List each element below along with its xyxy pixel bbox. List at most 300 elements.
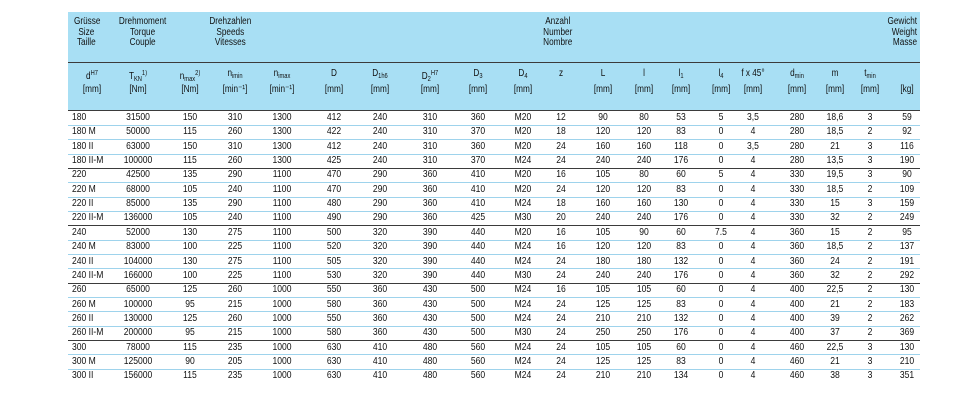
table-cell: 390: [422, 226, 438, 238]
table-cell: 125: [182, 284, 198, 296]
table-cell: 0: [718, 327, 724, 339]
table-cell: M24: [514, 284, 532, 296]
table-cell: 330: [789, 198, 805, 210]
table-cell: 1000: [272, 327, 292, 339]
table-cell: 180: [636, 255, 652, 267]
table-cell: 18,6: [826, 112, 844, 123]
table-cell: 31500: [126, 112, 150, 123]
table-cell: 0: [718, 198, 724, 210]
table-cell: 90: [639, 226, 649, 238]
table-cell: M20: [514, 140, 532, 152]
table-cell: 80: [639, 112, 649, 123]
column-symbol: $d^{H7}$: [86, 70, 98, 82]
table-cell: 240: [595, 212, 611, 224]
spec-table: [68, 12, 920, 410]
table-cell: 360: [789, 241, 805, 253]
table-cell: 4: [750, 370, 756, 382]
table-cell: 60: [676, 226, 686, 238]
table-cell: 0: [718, 212, 724, 224]
table-cell: 550: [326, 284, 342, 296]
table-cell: 18,5: [826, 241, 844, 253]
table-cell: 16: [556, 226, 566, 238]
table-cell: 351: [899, 370, 915, 382]
column-unit: [mm]: [743, 84, 763, 95]
table-cell: 100: [182, 241, 198, 253]
table-cell: 22,5: [826, 284, 844, 296]
table-cell: 220 M: [72, 183, 96, 195]
table-cell: 330: [789, 183, 805, 195]
table-cell: 2: [867, 255, 873, 267]
table-cell: 480: [422, 341, 438, 353]
table-cell: 210: [636, 370, 652, 382]
column-unit: [mm]: [712, 84, 731, 95]
table-cell: 24: [556, 255, 566, 267]
table-cell: 1100: [272, 241, 292, 253]
table-cell: 290: [372, 212, 388, 224]
header-band-top: [68, 12, 920, 62]
table-cell: 160: [595, 198, 611, 210]
table-cell: 83: [676, 355, 686, 367]
table-cell: 83000: [126, 241, 150, 253]
table-cell: 37: [830, 327, 840, 339]
table-cell: 410: [372, 355, 388, 367]
table-cell: 59: [902, 112, 912, 123]
table-cell: 105: [636, 284, 652, 296]
table-cell: 5: [718, 112, 724, 123]
column-unit: [kg]: [900, 84, 914, 95]
table-cell: 1100: [272, 212, 292, 224]
table-cell: 500: [326, 226, 342, 238]
table-cell: 92: [902, 126, 912, 138]
header-size: Grüsse Size Taille: [74, 16, 101, 48]
table-cell: 68000: [126, 183, 150, 195]
table-cell: 240: [372, 126, 388, 138]
table-cell: 390: [422, 269, 438, 281]
table-cell: 180 II: [72, 140, 94, 152]
table-row: [68, 183, 920, 197]
table-cell: 290: [227, 198, 243, 210]
table-cell: 440: [470, 269, 486, 281]
table-cell: 200000: [123, 327, 153, 339]
table-cell: 120: [595, 183, 611, 195]
table-cell: 300: [72, 341, 87, 353]
table-cell: 240 II-M: [72, 269, 104, 281]
table-cell: 3: [867, 140, 873, 152]
table-cell: 16: [556, 241, 566, 253]
table-row: [68, 255, 920, 269]
table-cell: 300 M: [72, 355, 96, 367]
table-cell: 240 M: [72, 241, 96, 253]
table-cell: 310: [422, 140, 438, 152]
table-cell: 16: [556, 284, 566, 296]
table-cell: 16: [556, 169, 566, 181]
table-cell: 4: [750, 312, 756, 324]
table-cell: 430: [422, 298, 438, 310]
table-cell: 4: [750, 284, 756, 296]
table-cell: 2: [867, 312, 873, 324]
table-cell: 250: [595, 327, 611, 339]
table-cell: 4: [750, 241, 756, 253]
header-torque: Drehmoment Torque Couple: [118, 16, 167, 48]
table-cell: 225: [227, 241, 243, 253]
table-cell: 240: [372, 140, 388, 152]
table-cell: 130: [899, 341, 915, 353]
table-cell: 132: [673, 312, 689, 324]
table-cell: M20: [514, 226, 532, 238]
table-cell: 105: [182, 212, 198, 224]
table-cell: 400: [789, 312, 805, 324]
table-cell: 1100: [272, 226, 292, 238]
table-cell: 2: [867, 241, 873, 253]
table-cell: 1000: [272, 355, 292, 367]
table-cell: 292: [899, 269, 915, 281]
table-cell: 520: [326, 241, 342, 253]
table-row: [68, 326, 920, 340]
table-cell: 53: [676, 112, 686, 123]
table-cell: 430: [422, 284, 438, 296]
table-cell: 225: [227, 269, 243, 281]
table-cell: 530: [326, 269, 342, 281]
table-cell: 130: [673, 198, 689, 210]
table-cell: 1300: [272, 112, 292, 123]
table-cell: 480: [422, 370, 438, 382]
table-cell: 280: [789, 126, 805, 138]
table-cell: 249: [899, 212, 915, 224]
table-cell: 300 II: [72, 370, 94, 382]
table-cell: 400: [789, 298, 805, 310]
table-cell: 630: [326, 341, 342, 353]
table-cell: 320: [372, 226, 388, 238]
table-cell: 63000: [126, 140, 150, 152]
table-cell: 220 II: [72, 198, 94, 210]
table-cell: 135: [182, 169, 198, 181]
table-cell: M30: [514, 212, 532, 224]
column-symbol: $n_{max}^{2)}$: [179, 70, 201, 83]
table-cell: 310: [422, 155, 438, 167]
column-symbol: $t_{min}$: [864, 68, 876, 80]
table-cell: 370: [470, 155, 486, 167]
table-cell: 290: [227, 169, 243, 181]
table-cell: 83: [676, 126, 686, 138]
table-cell: 3: [867, 355, 873, 367]
table-cell: 52000: [126, 226, 150, 238]
table-cell: 4: [750, 355, 756, 367]
table-cell: 290: [372, 198, 388, 210]
table-cell: 4: [750, 255, 756, 267]
table-cell: 1300: [272, 140, 292, 152]
table-cell: 480: [326, 198, 342, 210]
table-cell: 3: [867, 341, 873, 353]
column-symbol: z: [558, 68, 564, 79]
table-cell: 83: [676, 298, 686, 310]
table-cell: 2: [867, 284, 873, 296]
table-cell: 90: [902, 169, 912, 181]
table-cell: 4: [750, 212, 756, 224]
table-cell: 400: [789, 327, 805, 339]
table-cell: 130000: [123, 312, 153, 324]
table-cell: 630: [326, 355, 342, 367]
table-cell: 3: [867, 370, 873, 382]
table-cell: 24: [556, 341, 566, 353]
column-unit: [mm]: [420, 84, 440, 95]
table-cell: 1100: [272, 183, 292, 195]
table-cell: 78000: [126, 341, 150, 353]
table-cell: 4: [750, 327, 756, 339]
table-cell: 2: [867, 126, 873, 138]
table-cell: 290: [372, 169, 388, 181]
table-cell: 176: [673, 212, 689, 224]
table-cell: 150: [182, 140, 198, 152]
table-cell: 240: [595, 155, 611, 167]
table-cell: 150: [182, 112, 198, 123]
column-symbol: $D_3$: [473, 68, 483, 80]
table-cell: 176: [673, 269, 689, 281]
table-cell: 0: [718, 126, 724, 138]
table-cell: 250: [636, 327, 652, 339]
table-cell: 105: [595, 341, 611, 353]
table-cell: 0: [718, 155, 724, 167]
table-row: [68, 211, 920, 225]
table-cell: 220: [72, 169, 87, 181]
table-cell: 160: [636, 198, 652, 210]
table-cell: 240 II: [72, 255, 94, 267]
table-cell: 425: [470, 212, 486, 224]
table-cell: 2: [867, 183, 873, 195]
column-symbol: $D_2^{H7}$: [421, 70, 439, 83]
table-cell: 38: [830, 370, 840, 382]
table-cell: 85000: [126, 198, 150, 210]
table-cell: 500: [470, 284, 486, 296]
column-unit: [mm]: [787, 84, 807, 95]
table-cell: 60: [676, 341, 686, 353]
table-cell: 80: [639, 169, 649, 181]
table-cell: 410: [470, 169, 486, 181]
table-cell: 410: [372, 341, 388, 353]
table-cell: 7.5: [715, 226, 727, 238]
table-cell: 180: [595, 255, 611, 267]
table-cell: 360: [372, 327, 388, 339]
table-cell: 220 II-M: [72, 212, 104, 224]
table-cell: 280: [789, 155, 805, 167]
table-cell: 240: [636, 155, 652, 167]
table-row: [68, 369, 920, 383]
table-cell: 410: [470, 198, 486, 210]
table-cell: 132: [673, 255, 689, 267]
table-cell: 460: [789, 341, 805, 353]
table-cell: 260 II: [72, 312, 94, 324]
column-unit: [mm]: [860, 84, 880, 95]
table-row: [68, 111, 920, 125]
column-symbol: L: [600, 68, 606, 79]
column-unit: [Nm]: [129, 84, 147, 95]
table-cell: 190: [899, 155, 915, 167]
table-cell: 210: [595, 370, 611, 382]
table-cell: M20: [514, 126, 532, 138]
table-cell: 24: [556, 370, 566, 382]
table-cell: 105: [182, 183, 198, 195]
table-cell: 360: [422, 183, 438, 195]
table-cell: 136000: [123, 212, 153, 224]
table-cell: M24: [514, 341, 532, 353]
table-cell: 115: [183, 126, 197, 138]
table-cell: 4: [750, 169, 756, 181]
table-row: [68, 168, 920, 182]
table-cell: 2: [867, 212, 873, 224]
column-symbol: $D_4$: [518, 68, 528, 80]
header-number: Anzahl Number Nombre: [543, 16, 573, 48]
table-cell: 460: [789, 370, 805, 382]
table-cell: 12: [556, 112, 566, 123]
table-cell: 360: [372, 298, 388, 310]
table-cell: 0: [718, 140, 724, 152]
table-cell: 18,5: [826, 183, 844, 195]
table-cell: 2: [867, 327, 873, 339]
table-row: [68, 125, 920, 139]
column-unit: [mm]: [634, 84, 654, 95]
table-cell: 130: [899, 284, 915, 296]
table-cell: 5: [718, 169, 724, 181]
table-cell: 120: [636, 126, 652, 138]
table-cell: 360: [789, 269, 805, 281]
column-unit: [mm]: [513, 84, 533, 95]
table-cell: 130: [182, 226, 198, 238]
header-weight: Gewicht Weight Masse: [887, 16, 918, 48]
table-cell: 470: [326, 169, 342, 181]
table-cell: 120: [636, 183, 652, 195]
table-cell: 191: [899, 255, 915, 267]
table-cell: 560: [470, 370, 486, 382]
table-cell: 500: [470, 312, 486, 324]
table-cell: 3,5: [747, 140, 759, 152]
table-cell: 280: [789, 112, 805, 123]
column-symbol: $l_4$: [718, 68, 724, 80]
table-cell: 104000: [123, 255, 153, 267]
table-cell: 560: [470, 341, 486, 353]
table-cell: 32: [830, 212, 840, 224]
column-unit: [mm]: [593, 84, 613, 95]
table-cell: 215: [227, 298, 243, 310]
table-cell: 1100: [272, 269, 292, 281]
column-symbol: $n_{imax}$: [273, 68, 291, 80]
table-cell: 4: [750, 183, 756, 195]
table-cell: M20: [514, 112, 532, 123]
table-cell: 100: [182, 269, 198, 281]
column-unit: [mm]: [82, 84, 102, 95]
column-symbol: $d_{min}$: [790, 68, 804, 80]
table-cell: 412: [326, 140, 342, 152]
table-cell: 240: [595, 269, 611, 281]
table-cell: 410: [470, 183, 486, 195]
table-cell: 425: [326, 155, 342, 167]
table-cell: 235: [227, 341, 243, 353]
table-cell: 125: [636, 298, 652, 310]
table-cell: M24: [514, 255, 532, 267]
table-cell: 24: [556, 312, 566, 324]
table-cell: 410: [372, 370, 388, 382]
table-cell: 24: [556, 140, 566, 152]
table-cell: 215: [227, 327, 243, 339]
table-row: [68, 298, 920, 312]
table-cell: 412: [326, 112, 342, 123]
table-cell: 125: [182, 312, 198, 324]
table-cell: 183: [899, 298, 915, 310]
table-cell: 240: [372, 155, 388, 167]
table-cell: 24: [830, 255, 840, 267]
table-cell: 176: [673, 155, 689, 167]
table-cell: 32: [830, 269, 840, 281]
table-cell: 0: [718, 370, 724, 382]
table-cell: 60: [676, 284, 686, 296]
table-cell: 360: [422, 212, 438, 224]
table-cell: 1100: [272, 255, 292, 267]
table-cell: 290: [372, 183, 388, 195]
table-cell: 180: [72, 112, 87, 123]
table-cell: M24: [514, 241, 532, 253]
table-cell: 360: [789, 226, 805, 238]
table-cell: 4: [750, 155, 756, 167]
table-cell: 235: [227, 370, 243, 382]
table-cell: 65000: [126, 284, 150, 296]
table-row: [68, 226, 920, 240]
table-cell: 3: [867, 169, 873, 181]
table-cell: M24: [514, 355, 532, 367]
table-cell: 130: [182, 255, 198, 267]
table-cell: 4: [750, 298, 756, 310]
table-cell: 24: [556, 155, 566, 167]
table-cell: 260 M: [72, 298, 96, 310]
column-unit: [mm]: [468, 84, 488, 95]
table-cell: 1300: [272, 126, 292, 138]
table-row: [68, 355, 920, 369]
table-cell: 100000: [123, 298, 153, 310]
column-unit: [mm]: [324, 84, 344, 95]
table-cell: 125: [595, 355, 611, 367]
table-cell: 180 M: [72, 126, 96, 138]
table-cell: 60: [676, 169, 686, 181]
table-row: [68, 197, 920, 211]
table-cell: 1000: [272, 370, 292, 382]
table-cell: 0: [718, 341, 724, 353]
table-cell: 310: [227, 140, 243, 152]
column-unit: [min⁻¹]: [222, 84, 248, 95]
table-cell: 3: [867, 112, 873, 123]
table-cell: 260: [227, 155, 243, 167]
table-cell: 105: [595, 226, 611, 238]
table-cell: 369: [899, 327, 915, 339]
table-cell: 83: [676, 183, 686, 195]
table-cell: 560: [470, 355, 486, 367]
table-cell: 4: [750, 341, 756, 353]
table-cell: 21: [830, 140, 840, 152]
table-cell: 490: [326, 212, 342, 224]
table-cell: 0: [718, 183, 724, 195]
table-cell: 360: [470, 112, 486, 123]
table-cell: 105: [595, 169, 611, 181]
table-cell: 430: [422, 327, 438, 339]
table-cell: 115: [183, 370, 197, 382]
table-cell: 19,5: [826, 169, 844, 181]
table-cell: 109: [899, 183, 915, 195]
table-cell: 3: [867, 155, 873, 167]
table-cell: 360: [789, 255, 805, 267]
table-cell: 210: [899, 355, 915, 367]
table-cell: 440: [470, 255, 486, 267]
table-cell: 18,5: [826, 126, 844, 138]
table-row: [68, 140, 920, 154]
table-cell: 120: [636, 241, 652, 253]
table-cell: 100000: [123, 155, 153, 167]
table-cell: 4: [750, 269, 756, 281]
